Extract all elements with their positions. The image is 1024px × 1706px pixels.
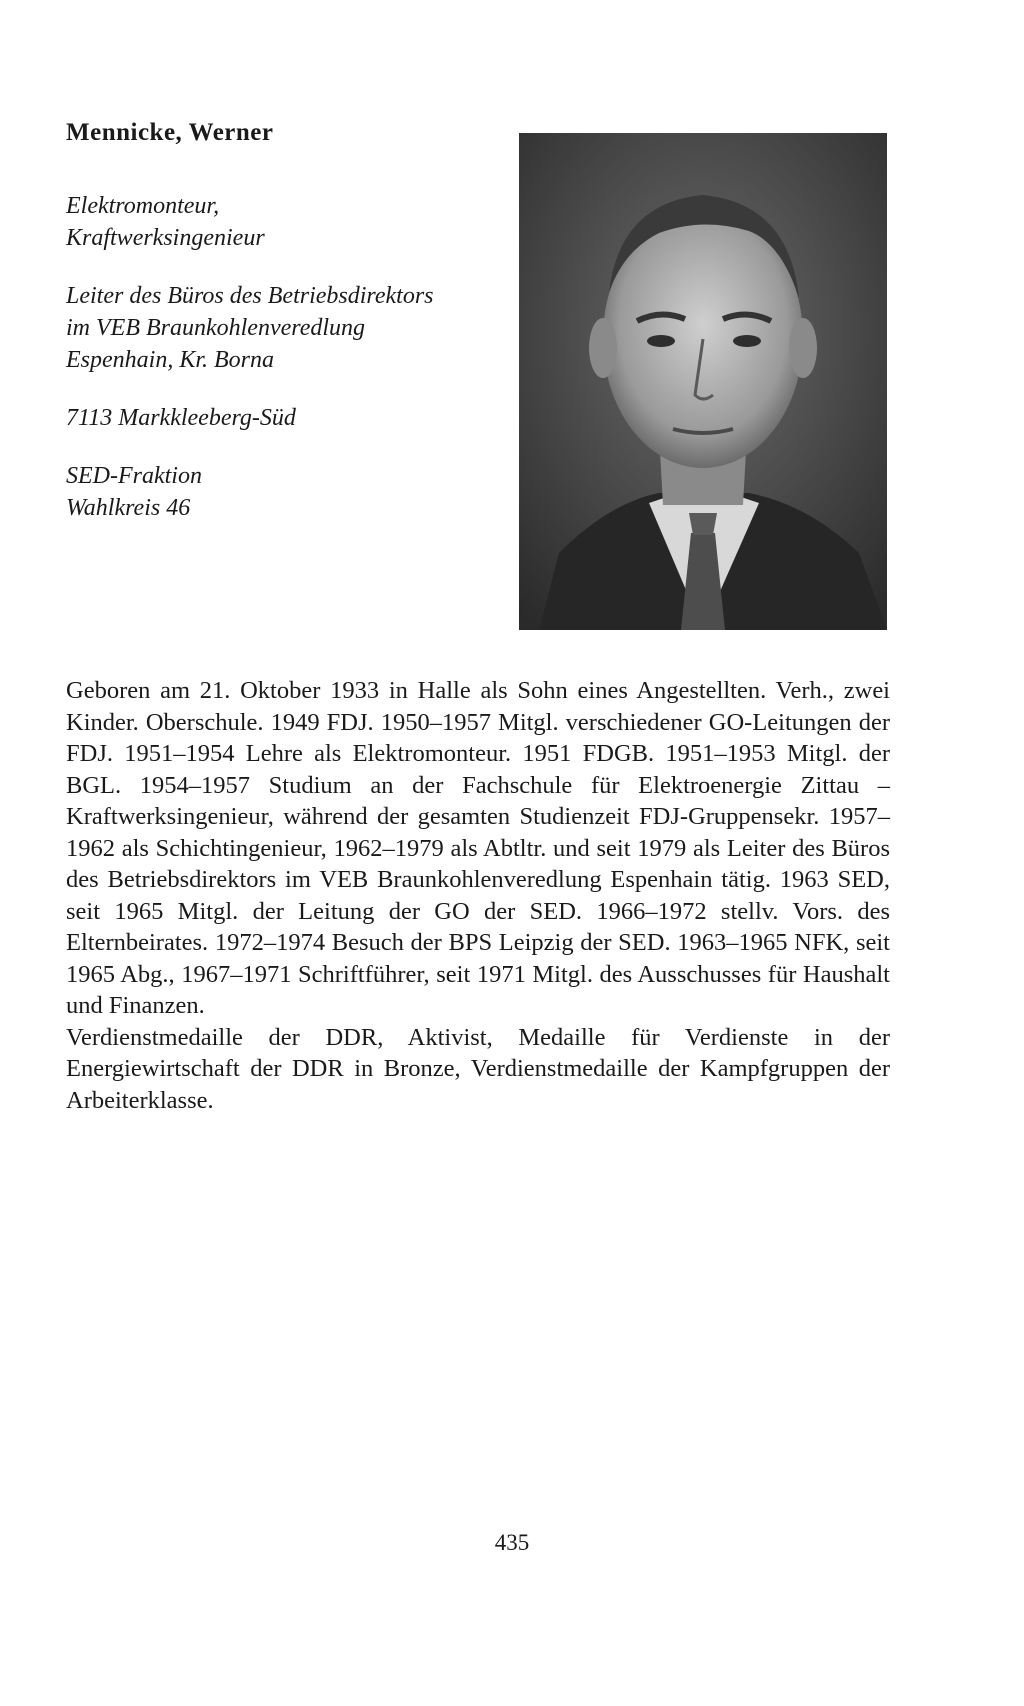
- faction-line: SED-Fraktion: [66, 463, 202, 489]
- page-number: 435: [494, 1530, 530, 1555]
- constituency-line: Wahlkreis 46: [66, 495, 191, 521]
- awards-paragraph: Verdienstmedaille der DDR, Aktivist, Medaille für Verdienste in der Energiewirtschaft der DDR in Bronze, Verdienstmedaille der Kampfgruppen der Arbeiterklasse.: [66, 1023, 890, 1114]
- position-line: Espenhain, Kr. Borna: [66, 347, 275, 373]
- position-line: im VEB Braunkohlenveredlung: [66, 315, 366, 341]
- person-name: Mennicke, Werner: [66, 119, 274, 146]
- faction: [66, 460, 506, 524]
- position-line: Leiter des Büros des Betriebsdirektors: [66, 283, 434, 309]
- professions: [66, 190, 506, 254]
- position: [66, 280, 506, 376]
- profession-line: Kraftwerksingenieur: [66, 225, 265, 251]
- entry-header: [66, 118, 506, 550]
- portrait-photo: [519, 133, 887, 630]
- biography-text: [66, 675, 890, 1116]
- biography-paragraph: Geboren am 21. Oktober 1933 in Halle als Sohn eines Angestellten. Verh., zwei Kinder. Oberschule. 1949 FDJ. 1950–1957 Mitgl. verschiedener GO-Leitungen der FDJ. 1951–1954 Lehre als Elektromonteur. 1951 FDGB. 1951–1953 Mitgl. der BGL. 1954–1957 Studium an der Fachschule für Elektroenergie Zittau – Kraftwerksingenieur, während der gesamten Studienzeit FDJ-Gruppensekr. 1957–1962 als Schichtingenieur, 1962–1979 als Abtltr. und seit 1979 als Leiter des Büros des Betriebsdirektors im VEB Braunkohlenveredlung Espenhain tätig. 1963 SED, seit 1965 Mitgl. der Leitung der GO der SED. 1966–1972 stellv. Vors. des Elternbeirates. 1972–1974 Besuch der BPS Leipzig der SED. 1963–1965 NFK, seit 1965 Abg., 1967–1971 Schriftführer, seit 1971 Mitgl. des Ausschusses für Haushalt und Finanzen.: [66, 677, 890, 1019]
- address: [66, 402, 506, 434]
- profession-line: Elektromonteur,: [66, 193, 220, 219]
- address-line: 7113 Markkleeberg-Süd: [66, 405, 296, 431]
